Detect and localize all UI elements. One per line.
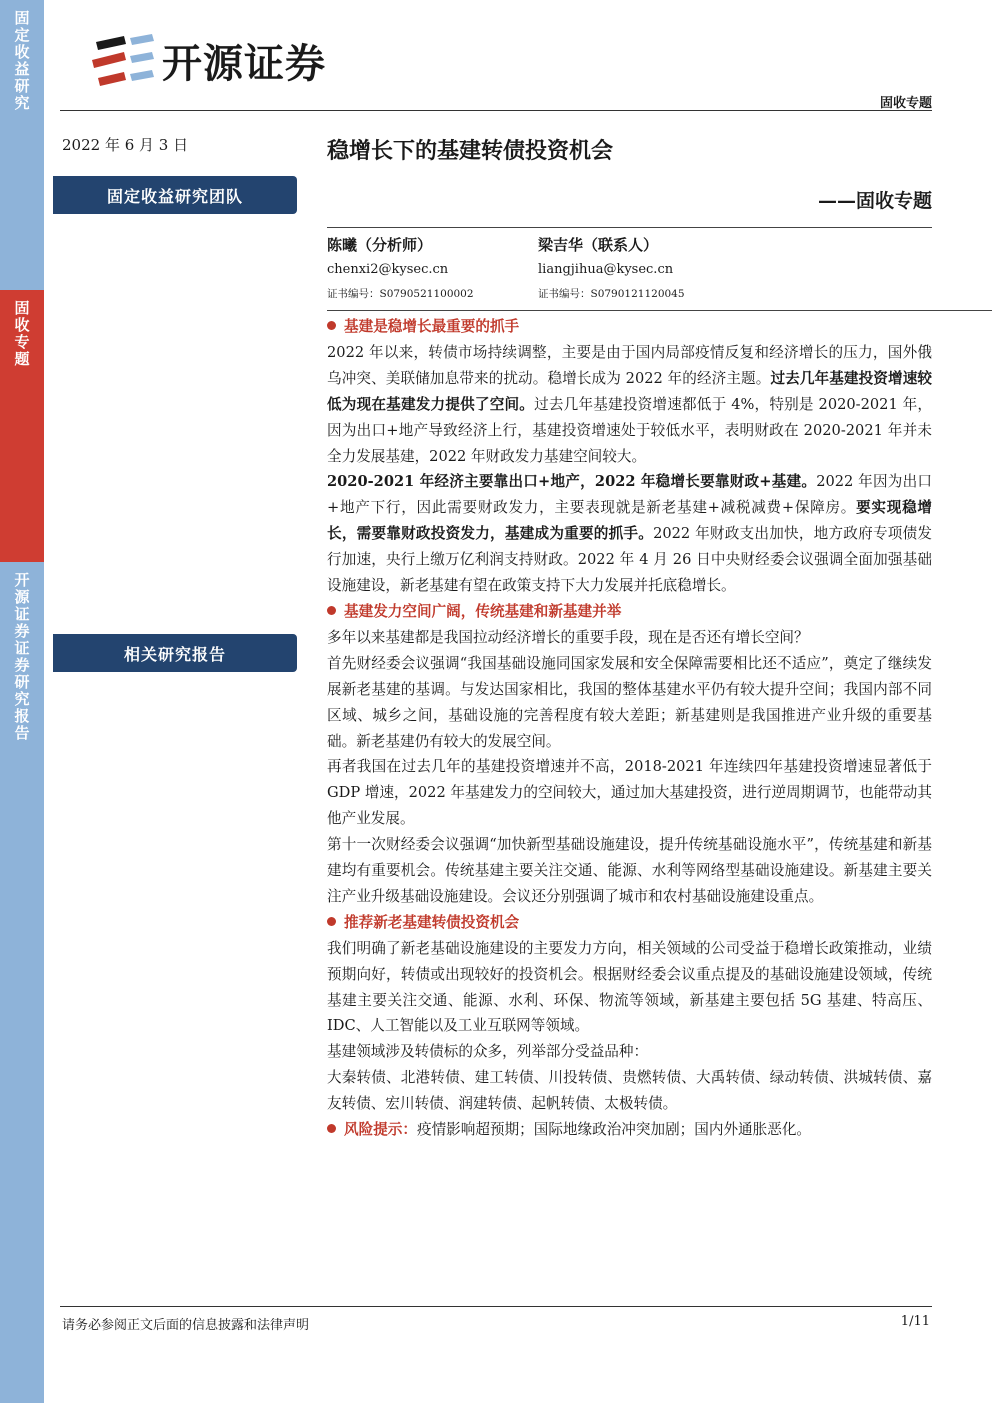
paragraph [327,1065,932,1117]
author-name: 陈曦（分析师） [327,236,433,254]
paragraph [327,754,932,832]
text-run: 我们明确了新老基础设施建设的主要发力方向，相关领域的公司受益于稳增长政策推动，业绩预期向好，转债或出现较好的投资机会。根据财经委会议重点提及的基础设施建设领域，传统基建主要关注交通、能源、水利、环保、物流等领域，新基建主要包括 5G 基建、特高压、IDC、人工智能以及工业互联网等领域。 [327,939,932,1035]
paragraph [327,469,932,599]
related-reports-box [53,634,297,672]
risk-text: 疫情影响超预期；国际地缘政治冲突加剧；国内外通胀恶化。 [416,1121,812,1139]
section-heading [327,314,932,340]
bullet-icon [327,321,336,330]
company-logo [90,30,380,90]
report-date: 2022 年 6 月 3 日 [62,136,189,154]
text-run: 过去几年基建投资增速都低于 4%，特别是 2020-2021 年，因为出口+地产导致经济上行，基建投资增速处于较低水平，表明财政在 2020-2021 年并未全力发展基建，2022 年财政发力基建空间较大。 [327,395,932,465]
sidebar-fixed-income [0,0,44,290]
footer-divider [60,1306,932,1307]
text-run: 再者我国在过去几年的基建投资增速并不高，2018-2021 年连续四年基建投资增速显著低于 GDP 增速，2022 年基建发力的空间较大，通过加大基建投资，进行逆周期调节，也能带动其他产业发展。 [327,758,932,828]
section-heading [327,599,932,625]
author-name: 梁吉华（联系人） [538,236,659,254]
author-email[interactable]: liangjihua@kysec.cn [538,262,674,277]
page-number: 1/11 [900,1314,930,1329]
report-title: 稳增长下的基建转债投资机会 [327,138,614,164]
bold-run: 过去几年基建投资增速较低为现在基建发力提供了空间。 [327,369,932,413]
author-cert: 证书编号：S0790121120045 [538,288,685,300]
author-cert: 证书编号：S0790521100002 [327,288,474,300]
section-heading-text: 基建是稳增长最重要的抓手 [344,318,520,335]
paragraph [327,936,932,1040]
bold-run: 2020-2021 年经济主要靠出口+地产，2022 年稳增长要靠财政+基建。 [327,473,817,491]
related-reports-label: 相关研究报告 [123,644,226,664]
sidebar-middle-label: 固收专题 [12,300,31,368]
bullet-icon [327,1124,336,1133]
text-run: 首先财经委会议强调“我国基础设施同国家发展和安全保障需要相比还不适应”，奠定了继续发展新老基建的基调。与发达国家相比，我国的整体基建水平仍有较大提升空间；我国内部不同区域、城乡之间，基础设施的完善程度有较大差距；新基建则是我国推进产业升级的重要基础。新老基建仍有较大的发展空间。 [327,654,932,750]
author-card [327,234,474,301]
section-heading-text: 推荐新老基建转债投资机会 [344,913,520,931]
brand-name: 开源证券 [162,41,326,87]
text-run: 2022 年以来，转债市场持续调整，主要是由于国内局部疫情反复和经济增长的压力，国外俄乌冲突、美联储加息带来的扰动。稳增长成为 2022 年的经济主题。 [327,343,932,387]
author-email[interactable]: chenxi2@kysec.cn [327,262,449,277]
paragraph [327,625,932,651]
section-heading-text: 基建发力空间广阔，传统基建和新基建并举 [344,602,622,620]
header-divider [60,110,932,111]
text-run: 多年以来基建都是我国拉动经济增长的重要手段，现在是否还有增长空间？ [327,628,809,646]
sidebar-topic [0,290,44,562]
header-tag: 固收专题 [879,96,932,111]
author-card [538,234,685,301]
text-run: 2022 年财政支出加快，地方政府专项债发行加速，央行上缴万亿利润支持财政。2022 年 4 月 26 日中央财经委会议强调全面加强基础设施建设，新老基建有望在政策支持下大力发展并托底稳增长。 [327,525,932,595]
bullet-icon [327,606,336,615]
logo-mark-icon [90,30,156,90]
text-run: 第十一次财经委会议强调“加快新型基础设施建设，提升传统基础设施水平”，传统基建和新基建均有重要机会。传统基建主要关注交通、能源、水利等网络型基础设施建设。新基建主要关注产业升级基础设施建设。会议还分别强调了城市和农村基础设施建设重点。 [327,836,932,905]
author-divider [327,227,932,228]
text-run: 2022 年因为出口+地产下行，因此需要财政发力，主要表现就是新老基建+减税减费+保障房。 [327,473,933,517]
report-body [327,314,932,1143]
paragraph [327,1039,932,1065]
sidebar-top-label: 固定收益研究 [12,10,31,112]
report-subtitle: ——固收专题 [817,190,932,212]
paragraph [327,340,932,470]
bullet-icon [327,917,336,926]
risk-label: 风险提示： [344,1121,417,1139]
paragraph [327,832,932,910]
team-label: 固定收益研究团队 [106,186,243,206]
cert-divider [327,310,992,311]
bold-run: 要实现稳增长，需要靠财政投资发力，基建成为重要的抓手。 [327,499,932,543]
sidebar-bottom-label: 开源证券证券研究报告 [12,572,31,742]
footer-disclaimer[interactable]: 请务必参阅正文后面的信息披露和法律声明 [62,1318,310,1333]
sidebar-research-report [0,562,44,1403]
text-run: 大秦转债、北港转债、建工转债、川投转债、贵燃转债、大禹转债、绿动转债、洪城转债、嘉友转债、宏川转债、润建转债、起帆转债、太极转债。 [327,1069,932,1113]
paragraph [327,651,932,755]
team-label-box [53,176,297,214]
risk-warning [327,1117,932,1143]
section-heading [327,910,932,936]
text-run: 基建领域涉及转债标的众多，列举部分受益品种： [327,1043,649,1061]
